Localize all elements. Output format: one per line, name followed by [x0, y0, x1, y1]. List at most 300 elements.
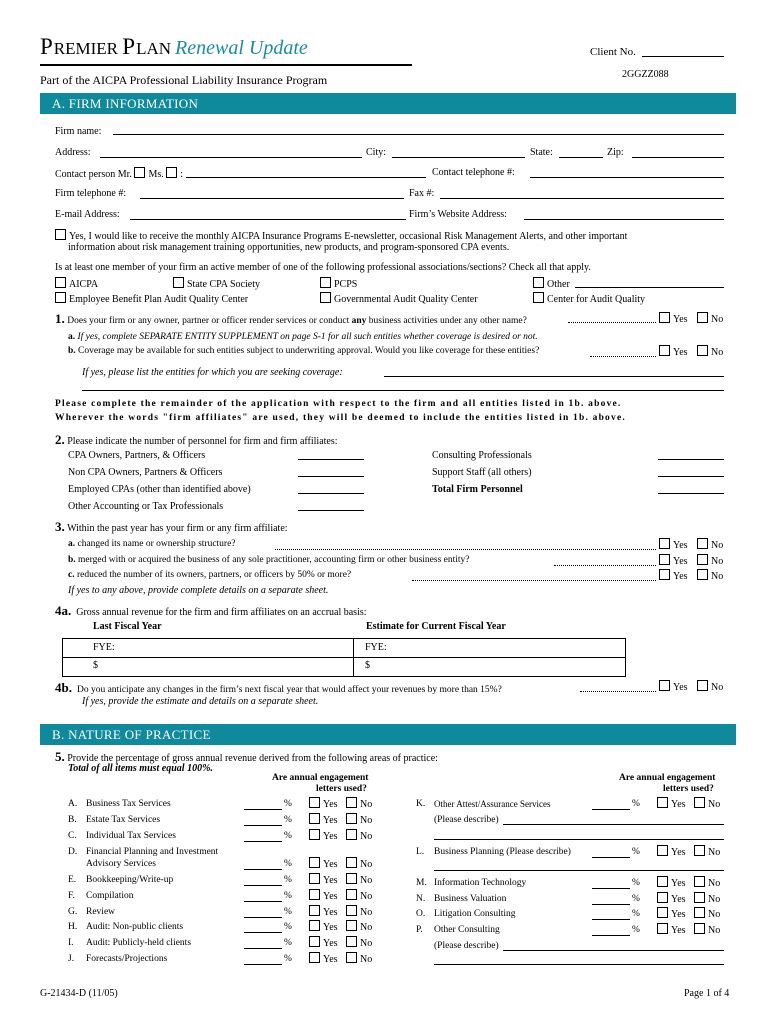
q2-text: Please indicate the number of personnel for firm and firm affiliates:	[67, 436, 338, 447]
practice-label-b: Estate Tax Services	[86, 815, 161, 825]
practice-item-c: C.	[68, 831, 77, 841]
engagement-yes-label: Yes	[323, 815, 338, 826]
q3b-yes	[659, 554, 688, 567]
q1-leader	[568, 322, 656, 323]
engagement-yes-checkbox[interactable]	[657, 876, 668, 887]
left-item-percent-field[interactable]	[244, 948, 282, 949]
q1-entity-field-2[interactable]	[82, 390, 724, 391]
engagement-yes-checkbox[interactable]	[657, 797, 668, 808]
q3a-row	[68, 539, 236, 549]
right-item-engagement-no	[694, 876, 720, 889]
form-title	[40, 34, 308, 60]
q1-yes	[659, 312, 688, 325]
right-item-engagement-no	[694, 797, 720, 810]
practice-label-d2: Advisory Services	[86, 859, 156, 869]
engagement-no-label: No	[708, 847, 721, 858]
left-item-percent-field[interactable]	[244, 885, 282, 886]
assoc-gaqc	[320, 292, 478, 305]
left-item-engagement-no	[346, 813, 372, 826]
personnel-total-field[interactable]	[658, 493, 724, 494]
left-item-engagement-yes	[309, 920, 338, 933]
engagement-no-checkbox[interactable]	[694, 797, 705, 808]
right-item-percent-field[interactable]	[592, 919, 630, 920]
complete-note-1: Please complete the remainder of the application with respect to the firm and all entities listed in 1b. above.	[55, 399, 622, 409]
pcps-checkbox[interactable]	[320, 277, 331, 288]
engagement-no-label: No	[360, 891, 373, 902]
page-number: Page 1 of 4	[684, 988, 730, 999]
engagement-no-checkbox[interactable]	[346, 873, 357, 884]
firm-name-label: Firm name:	[55, 126, 102, 137]
engagement-yes-label: Yes	[671, 925, 686, 936]
mr-checkbox[interactable]	[134, 167, 145, 178]
k-describe-field-2[interactable]	[434, 839, 724, 840]
other-assoc-field[interactable]	[575, 287, 724, 288]
practice-item-b: B.	[68, 815, 77, 825]
engagement-yes-checkbox[interactable]	[657, 907, 668, 918]
k-describe-field[interactable]	[503, 824, 724, 825]
newsletter-text-2: information about risk management training opportunities, new products, and program-sponsored CPA events.	[68, 242, 510, 253]
practice-item-k: K.	[416, 799, 426, 809]
left-item-engagement-no	[346, 936, 372, 949]
aicpa-checkbox[interactable]	[55, 277, 66, 288]
engagement-no-checkbox[interactable]	[694, 923, 705, 934]
q3c-yes	[659, 569, 688, 582]
q3b-yes-checkbox[interactable]	[659, 554, 670, 565]
q4b-text: Do you anticipate any changes in the firm’s next fiscal year that would affect your revenues by more than 15%?	[76, 685, 502, 695]
q1b-yes	[659, 345, 688, 358]
personnel-employed-cpas-field[interactable]	[298, 493, 364, 494]
engagement-yes-label: Yes	[323, 938, 338, 949]
right-item-percent-sign: %	[632, 878, 640, 888]
engagement-yes-checkbox[interactable]	[309, 936, 320, 947]
engagement-yes-label: Yes	[671, 894, 686, 905]
gaqc-label: Governmental Audit Quality Center	[334, 294, 478, 305]
left-item-percent-sign: %	[284, 799, 292, 809]
q1-text-bold: any	[351, 316, 367, 326]
engagement-no-checkbox[interactable]	[694, 907, 705, 918]
q3c-no-checkbox[interactable]	[697, 569, 708, 580]
ms-label: Ms.	[148, 169, 164, 180]
left-item-percent-sign: %	[284, 859, 292, 869]
practice-item-i: I.	[68, 938, 74, 948]
engagement-no-label: No	[360, 859, 373, 870]
l-describe-field[interactable]	[434, 870, 724, 871]
q4b-yes	[659, 680, 688, 693]
engagement-no-label: No	[360, 922, 373, 933]
firm-phone-label: Firm telephone #:	[55, 188, 127, 199]
engagement-no-checkbox[interactable]	[346, 829, 357, 840]
q3a-no	[697, 538, 723, 551]
engagement-no-label: No	[708, 799, 721, 810]
q1-yes-label: Yes	[673, 314, 688, 325]
q4a-number: 4a.	[55, 603, 72, 618]
newsletter-text-1: Yes, I would like to receive the monthly AICPA Insurance Programs E-newsletter, occasional Risk Management Alerts, and other important	[69, 231, 628, 242]
q3a-leader	[275, 549, 656, 550]
q1b-yes-label: Yes	[673, 347, 688, 358]
q3b-text: merged with or acquired the business of any sole practitioner, accounting firm or other business entity?	[78, 555, 470, 565]
practice-item-g: G.	[68, 907, 78, 917]
assoc-question: Is at least one member of your firm an active member of one of the following professional associations/sections? Check all that apply.	[55, 262, 591, 273]
q3a-label: a.	[68, 539, 76, 549]
engagement-yes-checkbox[interactable]	[309, 889, 320, 900]
engagement-no-checkbox[interactable]	[346, 813, 357, 824]
q3a-yes-checkbox[interactable]	[659, 538, 670, 549]
q3b-no-label: No	[711, 556, 724, 567]
engagement-no-label: No	[360, 938, 373, 949]
contact-person-field[interactable]	[186, 177, 426, 178]
firm-name-field[interactable]	[113, 134, 724, 135]
right-item-percent-field[interactable]	[592, 935, 630, 936]
engagement-no-label: No	[360, 799, 373, 810]
left-item-percent-sign: %	[284, 815, 292, 825]
engagement-yes-checkbox[interactable]	[309, 797, 320, 808]
address-field[interactable]	[100, 157, 362, 158]
practice-label-a: Business Tax Services	[86, 799, 171, 809]
left-item-engagement-no	[346, 952, 372, 965]
q3c-yes-label: Yes	[673, 571, 688, 582]
est-fy-header: Estimate for Current Fiscal Year	[366, 621, 506, 632]
personnel-noncpa-owners-field[interactable]	[298, 476, 364, 477]
p-describe-field-2[interactable]	[434, 964, 724, 965]
practice-label-d: Financial Planning and Investment	[86, 847, 219, 857]
q1b-text: Coverage may be available for such entities subject to underwriting approval. Would you like coverage for these entities?	[78, 346, 540, 356]
q3c-yes-checkbox[interactable]	[659, 569, 670, 580]
left-item-engagement-no	[346, 920, 372, 933]
engagement-yes-label: Yes	[671, 799, 686, 810]
left-item-percent-field[interactable]	[244, 869, 282, 870]
engagement-no-label: No	[360, 954, 373, 965]
q1-row	[55, 311, 527, 327]
left-item-engagement-no	[346, 829, 372, 842]
q1-entity-field-1[interactable]	[384, 376, 724, 377]
q4b-number: 4b.	[55, 680, 72, 695]
q1b-no	[697, 345, 723, 358]
left-item-engagement-yes	[309, 952, 338, 965]
state-cpa-checkbox[interactable]	[173, 277, 184, 288]
q3-row	[55, 519, 288, 535]
engagement-no-checkbox[interactable]	[694, 845, 705, 856]
title-italic: Renewal Update	[175, 37, 308, 59]
left-item-engagement-yes	[309, 905, 338, 918]
state-field[interactable]	[559, 157, 603, 158]
engagement-yes-label: Yes	[323, 875, 338, 886]
address-label: Address:	[55, 147, 91, 158]
q1-text-pre: Does your firm or any owner, partner or officer render services or conduct	[67, 316, 352, 326]
q4b-yes-checkbox[interactable]	[659, 680, 670, 691]
engagement-yes-label: Yes	[323, 954, 338, 965]
firm-phone-field[interactable]	[140, 198, 404, 199]
left-item-percent-sign: %	[284, 907, 292, 917]
item-letter: A.	[68, 799, 78, 809]
assoc-state-cpa	[173, 277, 260, 290]
q1a-row	[68, 332, 538, 342]
caq-checkbox[interactable]	[533, 292, 544, 303]
left-item-engagement-yes	[309, 873, 338, 886]
left-item-percent-sign: %	[284, 831, 292, 841]
right-item-engagement-yes	[657, 907, 686, 920]
engagement-no-label: No	[708, 909, 721, 920]
q3a-no-checkbox[interactable]	[697, 538, 708, 549]
practice-label-c: Individual Tax Services	[86, 831, 176, 841]
q5-text: Provide the percentage of gross annual revenue derived from the following areas of practice:	[67, 753, 438, 764]
left-item-engagement-no	[346, 889, 372, 902]
engagement-yes-checkbox[interactable]	[309, 873, 320, 884]
q3a-no-label: No	[711, 540, 724, 551]
q3c-label: c.	[68, 570, 75, 580]
right-item-percent-sign: %	[632, 894, 640, 904]
left-item-engagement-yes	[309, 857, 338, 870]
right-item-percent-field[interactable]	[592, 888, 630, 889]
left-item-percent-field[interactable]	[244, 917, 282, 918]
left-item-engagement-yes	[309, 797, 338, 810]
personnel-consulting: Consulting Professionals	[432, 450, 532, 461]
practice-label-g: Review	[86, 907, 116, 917]
left-item-engagement-no	[346, 857, 372, 870]
left-item-percent-sign: %	[284, 954, 292, 964]
left-item-engagement-yes	[309, 829, 338, 842]
right-item-engagement-no	[694, 923, 720, 936]
left-item-percent-field[interactable]	[244, 809, 282, 810]
aicpa-label: AICPA	[69, 279, 99, 290]
ebp-label: Employee Benefit Plan Audit Quality Center	[69, 294, 249, 305]
q4b-no-checkbox[interactable]	[697, 680, 708, 691]
engagement-yes-checkbox[interactable]	[657, 845, 668, 856]
engagement-no-checkbox[interactable]	[346, 920, 357, 931]
q3b-label: b.	[68, 555, 76, 565]
right-item-percent-field[interactable]	[592, 904, 630, 905]
personnel-other-accounting: Other Accounting or Tax Professionals	[68, 501, 224, 512]
left-item-percent-sign: %	[284, 938, 292, 948]
q1b-no-checkbox[interactable]	[697, 345, 708, 356]
newsletter-optin	[55, 229, 627, 242]
fax-label: Fax #:	[409, 188, 435, 199]
right-item-engagement-no	[694, 845, 720, 858]
title-letter-p2: P	[122, 34, 137, 59]
title-lan: LAN	[136, 39, 172, 58]
engagement-no-label: No	[360, 875, 373, 886]
practice-item-p: P.	[416, 925, 423, 935]
engagement-yes-label: Yes	[323, 799, 338, 810]
left-item-percent-sign: %	[284, 922, 292, 932]
website-field[interactable]	[524, 219, 724, 220]
engagement-yes-label: Yes	[323, 831, 338, 842]
q3b-no	[697, 554, 723, 567]
engagement-yes-checkbox[interactable]	[309, 905, 320, 916]
engagement-no-checkbox[interactable]	[694, 876, 705, 887]
right-item-engagement-yes	[657, 923, 686, 936]
personnel-other-accounting-field[interactable]	[298, 510, 364, 511]
right-item-percent-field[interactable]	[592, 857, 630, 858]
engagement-no-label: No	[708, 894, 721, 905]
engagement-yes-label: Yes	[671, 909, 686, 920]
q3c-row	[68, 570, 351, 580]
engagement-yes-label: Yes	[323, 907, 338, 918]
est-fye-field[interactable]: FYE:	[365, 642, 387, 653]
q3-note: If yes to any above, provide complete details on a separate sheet.	[68, 585, 329, 596]
practice-item-j: J.	[68, 954, 75, 964]
q1-no-checkbox[interactable]	[697, 312, 708, 323]
q4b-no	[697, 680, 723, 693]
form-number: G-21434-D (11/05)	[40, 988, 118, 999]
q5-number: 5.	[55, 749, 65, 764]
q1b-leader	[590, 356, 656, 357]
left-item-percent-field[interactable]	[244, 825, 282, 826]
practice-item-d: D.	[68, 847, 78, 857]
city-field[interactable]	[392, 157, 525, 158]
personnel-noncpa-owners: Non CPA Owners, Partners & Officers	[68, 467, 223, 478]
practice-label-p: Other Consulting	[434, 925, 500, 935]
practice-label-l: Business Planning (Please describe)	[434, 847, 571, 857]
engagement-no-label: No	[708, 878, 721, 889]
engagement-yes-checkbox[interactable]	[309, 920, 320, 931]
engagement-yes-checkbox[interactable]	[657, 892, 668, 903]
right-item-engagement-no	[694, 892, 720, 905]
q2-number: 2.	[55, 432, 65, 447]
personnel-cpa-owners: CPA Owners, Partners, & Officers	[68, 450, 206, 461]
left-item-engagement-no	[346, 905, 372, 918]
engagement-yes-label: Yes	[323, 922, 338, 933]
last-revenue-field[interactable]: $	[93, 660, 98, 671]
practice-item-h: H.	[68, 922, 78, 932]
practice-item-o: O.	[416, 909, 426, 919]
personnel-employed-cpas: Employed CPAs (other than identified above)	[68, 484, 251, 495]
practice-label-h: Audit: Non-public clients	[86, 922, 184, 932]
left-item-engagement-no	[346, 873, 372, 886]
left-item-engagement-yes	[309, 813, 338, 826]
last-fye-field[interactable]: FYE:	[93, 642, 115, 653]
other-label: Other	[547, 279, 570, 290]
q3b-no-checkbox[interactable]	[697, 554, 708, 565]
title-remier: REMIER	[53, 39, 123, 58]
email-field[interactable]	[130, 219, 406, 220]
left-item-percent-sign: %	[284, 875, 292, 885]
q4a-row	[55, 603, 367, 619]
engagement-yes-checkbox[interactable]	[309, 857, 320, 868]
practice-label-j: Forecasts/Projections	[86, 954, 168, 964]
engagement-yes-checkbox[interactable]	[309, 829, 320, 840]
q3-text: Within the past year has your firm or any firm affiliate:	[67, 523, 288, 534]
right-item-engagement-yes	[657, 797, 686, 810]
gaqc-checkbox[interactable]	[320, 292, 331, 303]
q3-number: 3.	[55, 519, 65, 534]
q1-no	[697, 312, 723, 325]
q3c-leader	[412, 580, 656, 581]
left-item-engagement-yes	[309, 936, 338, 949]
left-item-percent-field[interactable]	[244, 901, 282, 902]
q3c-text: reduced the number of its owners, partners, or officers by 50% or more?	[76, 570, 352, 580]
title-underline	[40, 64, 412, 66]
left-item-percent-field[interactable]	[244, 964, 282, 965]
engagement-no-checkbox[interactable]	[694, 892, 705, 903]
practice-item-f: F.	[68, 891, 75, 901]
left-item-percent-field[interactable]	[244, 932, 282, 933]
engagement-yes-checkbox[interactable]	[309, 952, 320, 963]
practice-item-m: M.	[416, 878, 427, 888]
practice-item-e: E.	[68, 875, 77, 885]
caq-label: Center for Audit Quality	[547, 294, 646, 305]
engagement-header-right-1: Are annual engagement	[619, 773, 716, 783]
q4b-leader	[580, 691, 656, 692]
contact-person-label: Contact person Mr.	[55, 169, 132, 180]
q1-yes-checkbox[interactable]	[659, 312, 670, 323]
engagement-no-checkbox[interactable]	[346, 797, 357, 808]
personnel-support-field[interactable]	[658, 476, 724, 477]
q3a-text: changed its name or ownership structure?	[77, 539, 236, 549]
left-item-percent-field[interactable]	[244, 841, 282, 842]
practice-label-n: Business Valuation	[434, 894, 507, 904]
right-item-engagement-yes	[657, 892, 686, 905]
q1-text-post: business activities under any other name?	[366, 316, 527, 326]
est-revenue-field[interactable]: $	[365, 660, 370, 671]
engagement-no-checkbox[interactable]	[346, 936, 357, 947]
assoc-caq	[533, 292, 645, 305]
q3b-leader	[554, 565, 656, 566]
q1a-label: a.	[68, 332, 76, 342]
q3a-yes-label: Yes	[673, 540, 688, 551]
assoc-pcps	[320, 277, 357, 290]
last-fy-header: Last Fiscal Year	[93, 621, 162, 632]
q4b-no-label: No	[711, 682, 724, 693]
practice-label-k: Other Attest/Assurance Services	[434, 799, 551, 809]
q3a-yes	[659, 538, 688, 551]
practice-label-m: Information Technology	[434, 878, 527, 888]
personnel-consulting-field[interactable]	[658, 459, 724, 460]
revenue-table	[62, 638, 626, 677]
client-no-label: Client No.	[590, 46, 636, 58]
engagement-header-right-2: letters used?	[663, 784, 714, 794]
state-cpa-label: State CPA Society	[187, 279, 260, 290]
state-label: State:	[530, 147, 553, 158]
section-b-header: B. NATURE OF PRACTICE	[40, 724, 736, 745]
engagement-no-checkbox[interactable]	[346, 889, 357, 900]
engagement-no-label: No	[360, 907, 373, 918]
section-a-header: A. FIRM INFORMATION	[40, 93, 736, 114]
ms-checkbox[interactable]	[166, 167, 177, 178]
right-item-percent-sign: %	[632, 925, 640, 935]
other-checkbox[interactable]	[533, 277, 544, 288]
practice-label-k-describe: (Please describe)	[434, 815, 499, 825]
q1b-yes-checkbox[interactable]	[659, 345, 670, 356]
q4a-text: Gross annual revenue for the firm and firm affiliates on an accrual basis:	[76, 607, 367, 618]
engagement-yes-label: Yes	[323, 859, 338, 870]
form-code: 2GGZZ088	[622, 69, 669, 80]
q1-entity-list-label: If yes, please list the entities for which you are seeking coverage:	[82, 367, 343, 378]
engagement-no-checkbox[interactable]	[346, 952, 357, 963]
engagement-yes-checkbox[interactable]	[309, 813, 320, 824]
engagement-yes-checkbox[interactable]	[657, 923, 668, 934]
personnel-cpa-owners-field[interactable]	[298, 459, 364, 460]
right-item-percent-field[interactable]	[592, 809, 630, 810]
ebp-checkbox[interactable]	[55, 292, 66, 303]
client-no-field[interactable]	[642, 56, 724, 57]
p-describe-field[interactable]	[503, 950, 724, 951]
engagement-yes-label: Yes	[671, 847, 686, 858]
q3b-yes-label: Yes	[673, 556, 688, 567]
q1-no-label: No	[711, 314, 724, 325]
zip-label: Zip:	[607, 147, 624, 158]
q4b-row	[55, 680, 502, 696]
practice-label-f: Compilation	[86, 891, 134, 901]
practice-label-i: Audit: Publicly-held clients	[86, 938, 192, 948]
q5-note: Total of all items must equal 100%.	[68, 763, 213, 774]
zip-field[interactable]	[632, 157, 724, 158]
newsletter-checkbox[interactable]	[55, 229, 66, 240]
contact-phone-field[interactable]	[530, 177, 724, 178]
practice-label-e: Bookkeeping/Write-up	[86, 875, 174, 885]
fax-field[interactable]	[440, 198, 724, 199]
engagement-no-checkbox[interactable]	[346, 857, 357, 868]
engagement-no-checkbox[interactable]	[346, 905, 357, 916]
